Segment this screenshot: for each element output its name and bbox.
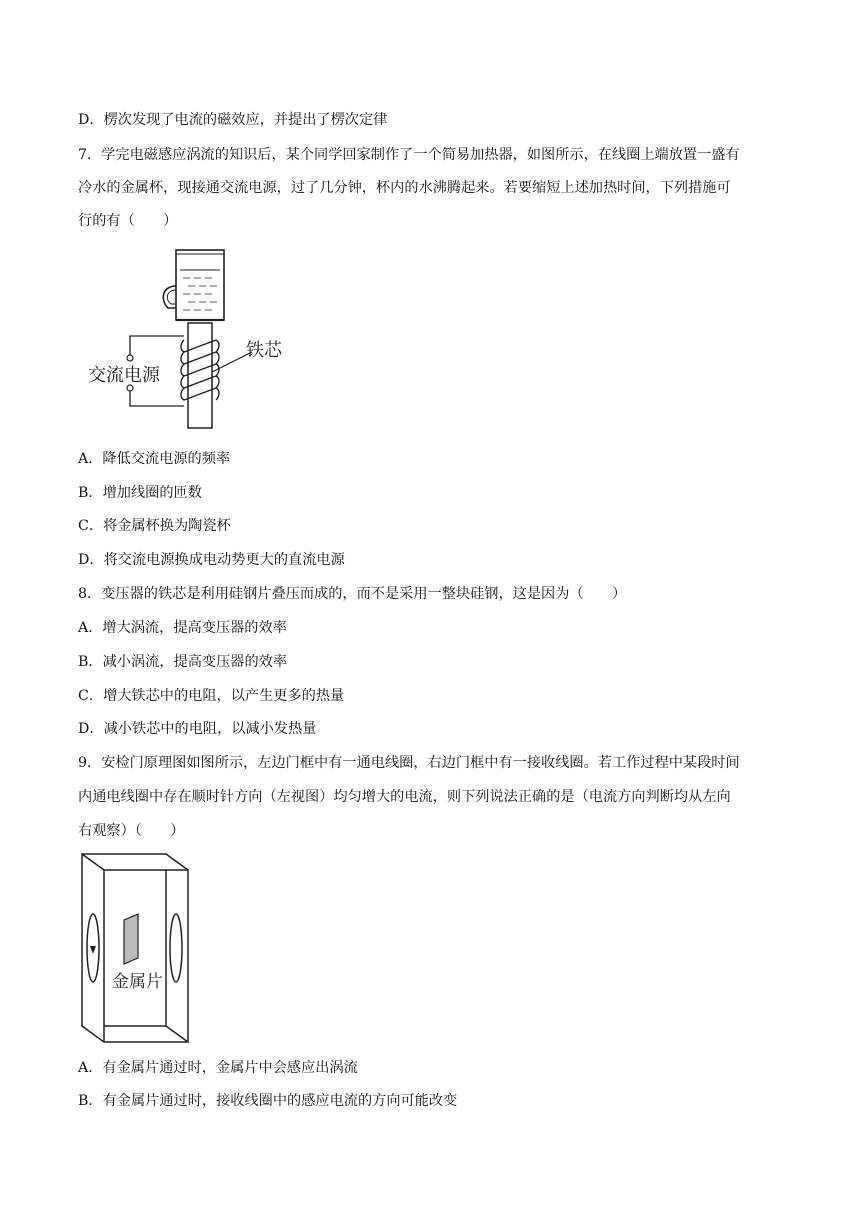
q9-stem-line-2: 内通电线圈中存在顺时针方向（左视图）均匀增大的电流，则下列说法正确的是（电流方向判断均从左向 [78,789,731,805]
q8-option-c: C．增大铁芯中的电阻，以产生更多的热量 [78,688,345,704]
q7-stem-line-1: 7．学完电磁感应涡流的知识后，某个同学回家制作了一个简易加热器，如图所示，在线圈上端放置一盛有 [78,147,740,163]
ac-power-label: 交流电源 [88,365,160,386]
heater-figure [80,240,320,439]
security-gate-figure [80,850,200,1054]
q7-stem-line-3: 行的有（ ） [78,213,178,229]
q7-option-c: C．将金属杯换为陶瓷杯 [78,518,231,534]
q8-option-a: A．增大涡流，提高变压器的效率 [78,620,287,636]
q7-option-b: B．增加线圈的匝数 [78,485,202,501]
q9-stem-line-1: 9．安检门原理图如图所示，左边门框中有一通电线圈，右边门框中有一接收线圈。若工作过程中某段时间 [78,755,740,771]
q6-option-d: D．楞次发现了电流的磁效应，并提出了楞次定律 [78,112,388,128]
q7-option-a: A．降低交流电源的频率 [78,451,231,467]
iron-core-label: 铁芯 [246,340,282,361]
q8-stem: 8．变压器的铁芯是利用硅钢片叠压而成的，而不是采用一整块硅钢，这是因为（ ） [78,586,627,602]
q9-option-b: B．有金属片通过时，接收线圈中的感应电流的方向可能改变 [78,1093,458,1109]
q9-option-a: A．有金属片通过时，金属片中会感应出涡流 [78,1060,358,1076]
q8-option-b: B．减小涡流，提高变压器的效率 [78,654,288,670]
q7-option-d: D．将交流电源换成电动势更大的直流电源 [78,552,345,568]
q9-stem-line-3: 右观察）（ ） [78,823,185,839]
q8-option-d: D．减小铁芯中的电阻，以减小发热量 [78,721,317,737]
q7-stem-line-2: 冷水的金属杯，现接通交流电源，过了几分钟，杯内的水沸腾起来。若要缩短上述加热时间，下列措施可 [78,180,731,196]
metal-piece-label: 金属片 [112,972,163,992]
